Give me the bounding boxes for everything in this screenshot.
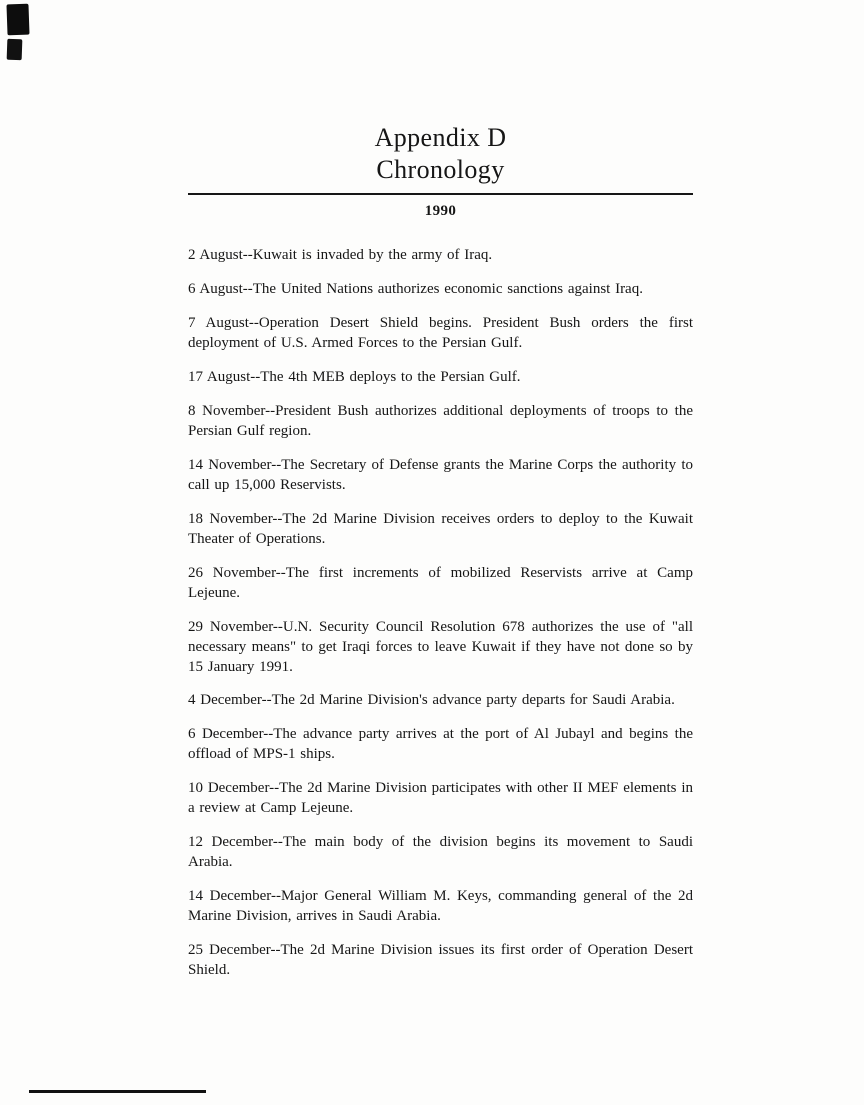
page-content — [188, 0, 693, 995]
chronology-entry: 14 November--The Secretary of Defense grants the Marine Corps the authority to call up 15,000 Reservists. — [188, 457, 693, 493]
chronology-entry: 26 November--The first increments of mobilized Reservists arrive at Camp Lejeune. — [188, 564, 693, 601]
footer-rule — [29, 1090, 206, 1093]
year-heading: 1990 — [424, 203, 457, 220]
chronology-title: Chronology — [376, 154, 505, 184]
chronology-entries — [188, 246, 693, 980]
chronology-entry: 18 November--The 2d Marine Division receives orders to deploy to the Kuwait Theater of Operations. — [188, 510, 693, 547]
appendix-title: Appendix D — [374, 123, 507, 152]
title-rule — [188, 193, 693, 195]
scan-artifact-icon — [7, 39, 23, 61]
chronology-entry: 25 December--The 2d Marine Division issues its first order of Operation Desert Shield. — [188, 941, 693, 978]
chronology-entry: 6 August--The United Nations authorizes economic sanctions against Iraq. — [188, 281, 643, 298]
chronology-entry: 10 December--The 2d Marine Division participates with other II MEF elements in a review at Camp Lejeune. — [188, 780, 693, 817]
chronology-entry: 8 November--President Bush authorizes additional deployments of troops to the Persian Gulf region. — [188, 403, 693, 440]
chronology-entry: 29 November--U.N. Security Council Resolution 678 authorizes the use of "all necessary means" to get Iraqi forces to leave Kuwait if they have not done so by 15 January 1991. — [188, 618, 693, 675]
scan-artifact-icon — [6, 4, 29, 36]
chronology-entry: 2 August--Kuwait is invaded by the army of Iraq. — [188, 247, 493, 264]
chronology-entry: 12 December--The main body of the division begins its movement to Saudi Arabia. — [188, 834, 693, 871]
chronology-entry: 14 December--Major General William M. Keys, commanding general of the 2d Marine Division, arrives in Saudi Arabia. — [188, 888, 693, 924]
chronology-entry: 4 December--The 2d Marine Division's advance party departs for Saudi Arabia. — [188, 692, 675, 709]
chronology-entry: 7 August--Operation Desert Shield begins. President Bush orders the first deployment of U.S. Armed Forces to the Persian Gulf. — [188, 315, 693, 352]
chronology-entry: 17 August--The 4th MEB deploys to the Persian Gulf. — [188, 369, 521, 386]
chronology-entry: 6 December--The advance party arrives at the port of Al Jubayl and begins the offload of MPS-1 ships. — [188, 726, 693, 763]
title-block — [188, 0, 693, 220]
